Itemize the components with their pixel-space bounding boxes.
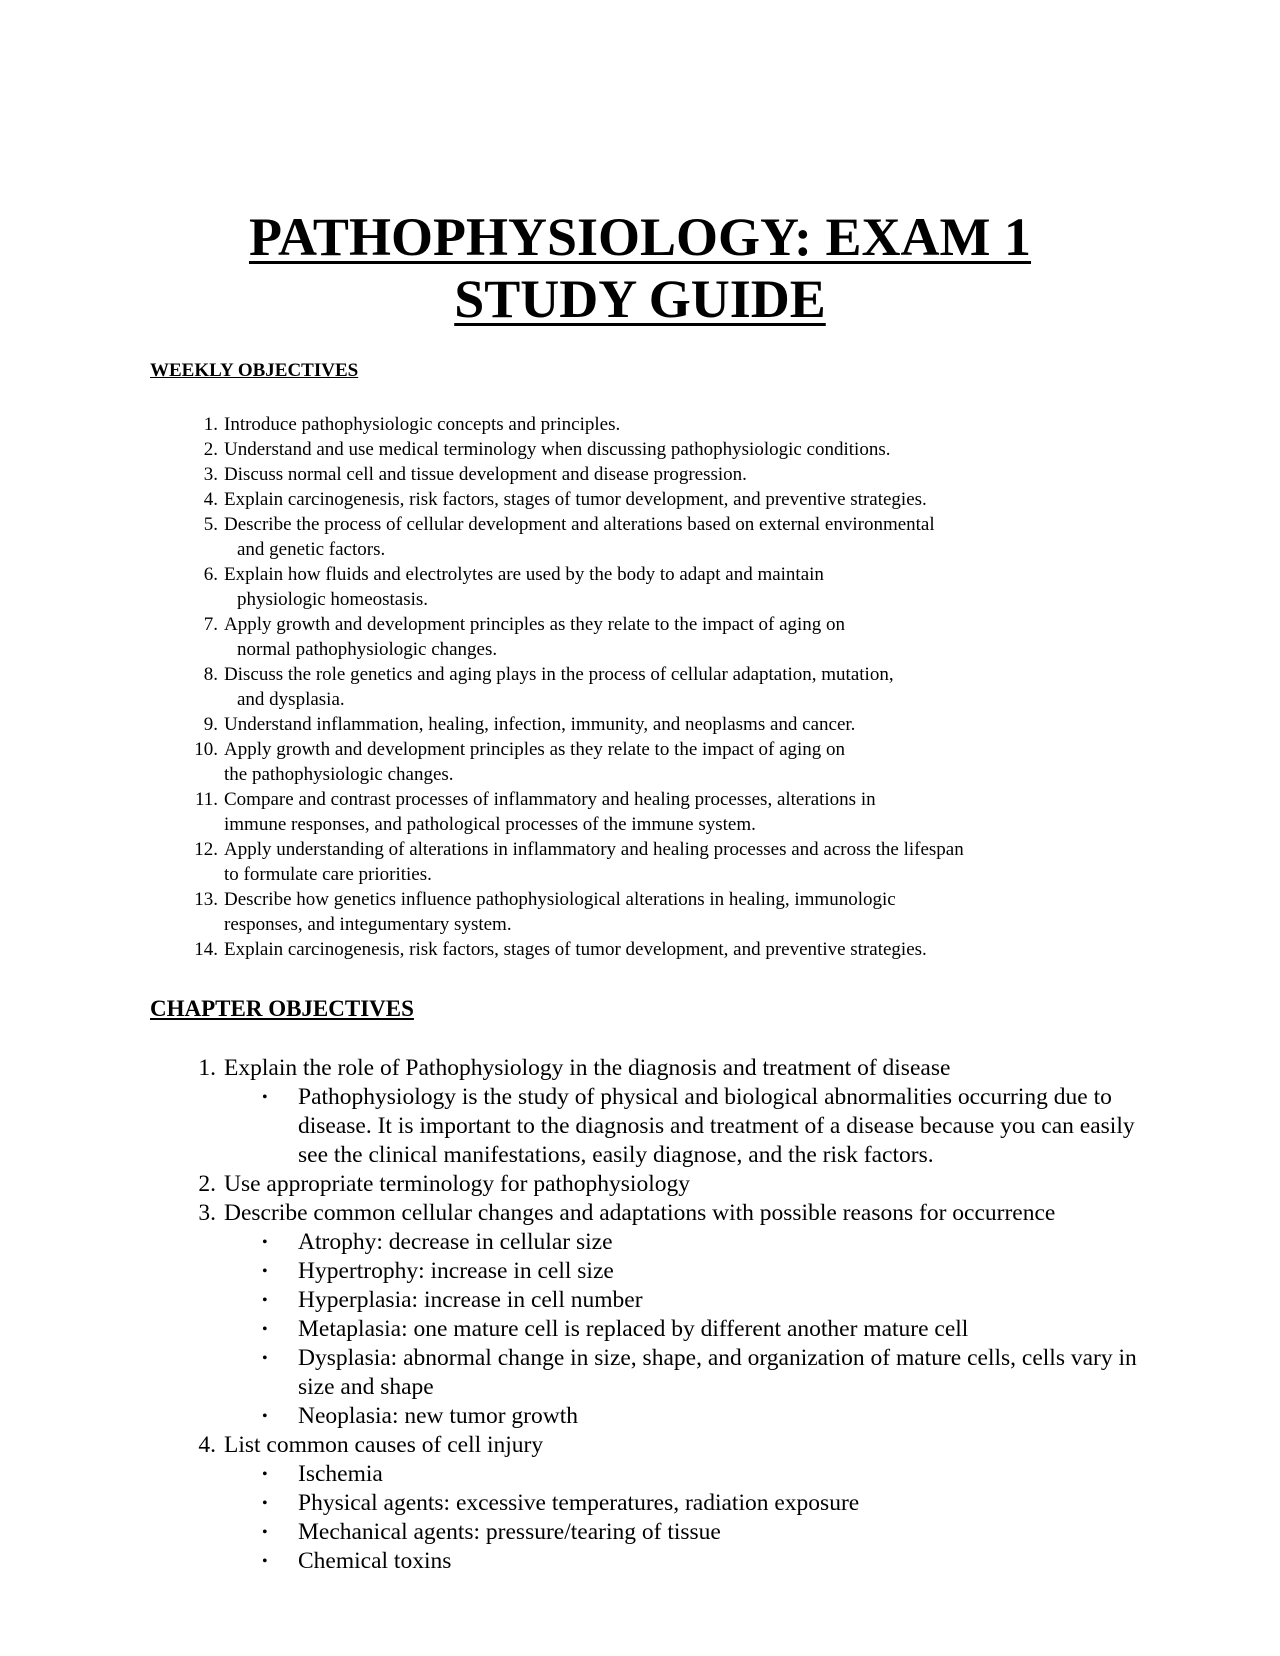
weekly-objective-item	[0, 887, 1140, 937]
bullet-text: Metaplasia: one mature cell is replaced by different another mature cell	[298, 1316, 969, 1342]
item-number: 7.	[203, 614, 218, 635]
item-text: Use appropriate terminology for pathophysiology	[224, 1171, 690, 1197]
chapter-objectives-heading: CHAPTER OBJECTIVES	[150, 996, 414, 1021]
weekly-objective-item	[0, 787, 1140, 837]
item-text-line: Apply growth and development principles as they relate to the impact of aging on	[224, 739, 846, 760]
item-text-continuation: the pathophysiologic changes.	[224, 764, 454, 785]
item-number: 2.	[203, 439, 218, 460]
weekly-objective-item	[0, 437, 1140, 462]
bullet-icon: •	[262, 1495, 268, 1512]
bullet-text: Hyperplasia: increase in cell number	[298, 1287, 643, 1313]
item-number: 4.	[203, 489, 218, 510]
bullet-text: Mechanical agents: pressure/tearing of tissue	[298, 1519, 721, 1545]
item-text-line: Describe how genetics influence pathophysiological alterations in healing, immunologic	[224, 889, 896, 910]
item-text-line: Explain carcinogenesis, risk factors, stages of tumor development, and preventive strategies.	[224, 939, 927, 960]
item-number: 10.	[194, 739, 218, 760]
bullet-icon: •	[262, 1263, 268, 1280]
chapter-objective-item	[0, 1431, 1140, 1576]
item-text-continuation: immune responses, and pathological processes of the immune system.	[224, 814, 756, 835]
bullet-list	[224, 1083, 1140, 1170]
weekly-objective-item	[0, 487, 1140, 512]
weekly-objective-item	[0, 562, 1140, 612]
item-text-continuation: normal pathophysiologic changes.	[237, 639, 498, 660]
bullet-item	[224, 1315, 1168, 1344]
item-text: Describe common cellular changes and adaptations with possible reasons for occurrence	[224, 1200, 1056, 1226]
item-text-line: Describe the process of cellular development and alterations based on external environmental	[224, 514, 935, 535]
item-number: 1.	[203, 414, 218, 435]
bullet-icon: •	[262, 1466, 268, 1483]
title-line-1: PATHOPHYSIOLOGY: EXAM 1	[248, 207, 1032, 267]
item-number: 2.	[198, 1171, 216, 1197]
item-number: 12.	[194, 839, 218, 860]
item-number: 14.	[194, 939, 218, 960]
bullet-text: Ischemia	[298, 1461, 383, 1487]
item-number: 3.	[198, 1200, 216, 1226]
document-title	[0, 206, 1280, 330]
item-number: 6.	[203, 564, 218, 585]
bullet-text: Atrophy: decrease in cellular size	[298, 1229, 613, 1255]
item-text-continuation: physiologic homeostasis.	[237, 589, 429, 610]
item-text-line: Apply growth and development principles as they relate to the impact of aging on	[224, 614, 846, 635]
item-text-line: Explain how fluids and electrolytes are used by the body to adapt and maintain	[224, 564, 824, 585]
item-number: 13.	[194, 889, 218, 910]
weekly-objective-item	[0, 837, 1140, 887]
title-line-2: STUDY GUIDE	[454, 269, 826, 329]
weekly-objective-item	[0, 937, 1140, 962]
chapter-objective-item	[0, 1199, 1140, 1431]
bullet-text: Dysplasia: abnormal change in size, shape, and organization of mature cells, cells vary in size and shape	[298, 1345, 1137, 1400]
bullet-icon: •	[262, 1321, 268, 1338]
bullet-text: Chemical toxins	[298, 1548, 452, 1574]
weekly-objective-item	[0, 412, 1140, 437]
bullet-list	[224, 1228, 1140, 1431]
weekly-objectives-list	[0, 412, 1140, 962]
bullet-item	[224, 1489, 1168, 1518]
item-text-line: Understand inflammation, healing, infection, immunity, and neoplasms and cancer.	[224, 714, 856, 735]
bullet-item	[224, 1257, 1168, 1286]
item-number: 5.	[203, 514, 218, 535]
bullet-icon: •	[262, 1089, 268, 1106]
bullet-text: Hypertrophy: increase in cell size	[298, 1258, 614, 1284]
item-number: 8.	[203, 664, 218, 685]
bullet-list	[224, 1460, 1140, 1576]
bullet-item	[224, 1286, 1168, 1315]
weekly-objective-item	[0, 512, 1140, 562]
item-text-line: Discuss normal cell and tissue development and disease progression.	[224, 464, 747, 485]
item-text: Explain the role of Pathophysiology in the diagnosis and treatment of disease	[224, 1055, 951, 1081]
weekly-objective-item	[0, 662, 1140, 712]
bullet-item	[224, 1518, 1168, 1547]
item-text-continuation: and dysplasia.	[237, 689, 345, 710]
item-number: 4.	[198, 1432, 216, 1458]
weekly-objectives-heading: WEEKLY OBJECTIVES	[150, 360, 359, 381]
item-number: 9.	[203, 714, 218, 735]
bullet-item	[224, 1460, 1168, 1489]
bullet-icon: •	[262, 1524, 268, 1541]
bullet-icon: •	[262, 1408, 268, 1425]
bullet-text: Pathophysiology is the study of physical and biological abnormalities occurring due to disease. It is important to the diagnosis and treatment of a disease because you can easily see the clinical manifestations, easily diagnose, and the risk factors.	[298, 1084, 1135, 1168]
item-text: List common causes of cell injury	[224, 1432, 544, 1458]
chapter-objectives-list	[0, 1054, 1140, 1576]
bullet-item	[224, 1083, 1168, 1170]
item-text-continuation: to formulate care priorities.	[224, 864, 432, 885]
item-text-line: Apply understanding of alterations in inflammatory and healing processes and across the lifespan	[224, 839, 964, 860]
item-text-line: Understand and use medical terminology when discussing pathophysiologic conditions.	[224, 439, 891, 460]
bullet-item	[224, 1228, 1168, 1257]
bullet-item	[224, 1547, 1168, 1576]
bullet-icon: •	[262, 1553, 268, 1570]
weekly-objective-item	[0, 737, 1140, 787]
bullet-item	[224, 1344, 1168, 1402]
bullet-text: Neoplasia: new tumor growth	[298, 1403, 578, 1429]
chapter-objective-item	[0, 1170, 1140, 1199]
bullet-text: Physical agents: excessive temperatures, radiation exposure	[298, 1490, 860, 1516]
item-text-continuation: responses, and integumentary system.	[224, 914, 512, 935]
item-text-continuation: and genetic factors.	[237, 539, 386, 560]
item-text-line: Discuss the role genetics and aging plays in the process of cellular adaptation, mutation,	[224, 664, 894, 685]
weekly-objective-item	[0, 612, 1140, 662]
item-text-line: Compare and contrast processes of inflammatory and healing processes, alterations in	[224, 789, 876, 810]
weekly-objective-item	[0, 462, 1140, 487]
bullet-icon: •	[262, 1350, 268, 1367]
bullet-icon: •	[262, 1234, 268, 1251]
item-number: 3.	[203, 464, 218, 485]
chapter-objective-item	[0, 1054, 1140, 1170]
weekly-objective-item	[0, 712, 1140, 737]
item-number: 11.	[194, 789, 218, 810]
item-text-line: Introduce pathophysiologic concepts and principles.	[224, 414, 621, 435]
bullet-item	[224, 1402, 1168, 1431]
item-number: 1.	[198, 1055, 216, 1081]
bullet-icon: •	[262, 1292, 268, 1309]
item-text-line: Explain carcinogenesis, risk factors, stages of tumor development, and preventive strategies.	[224, 489, 927, 510]
